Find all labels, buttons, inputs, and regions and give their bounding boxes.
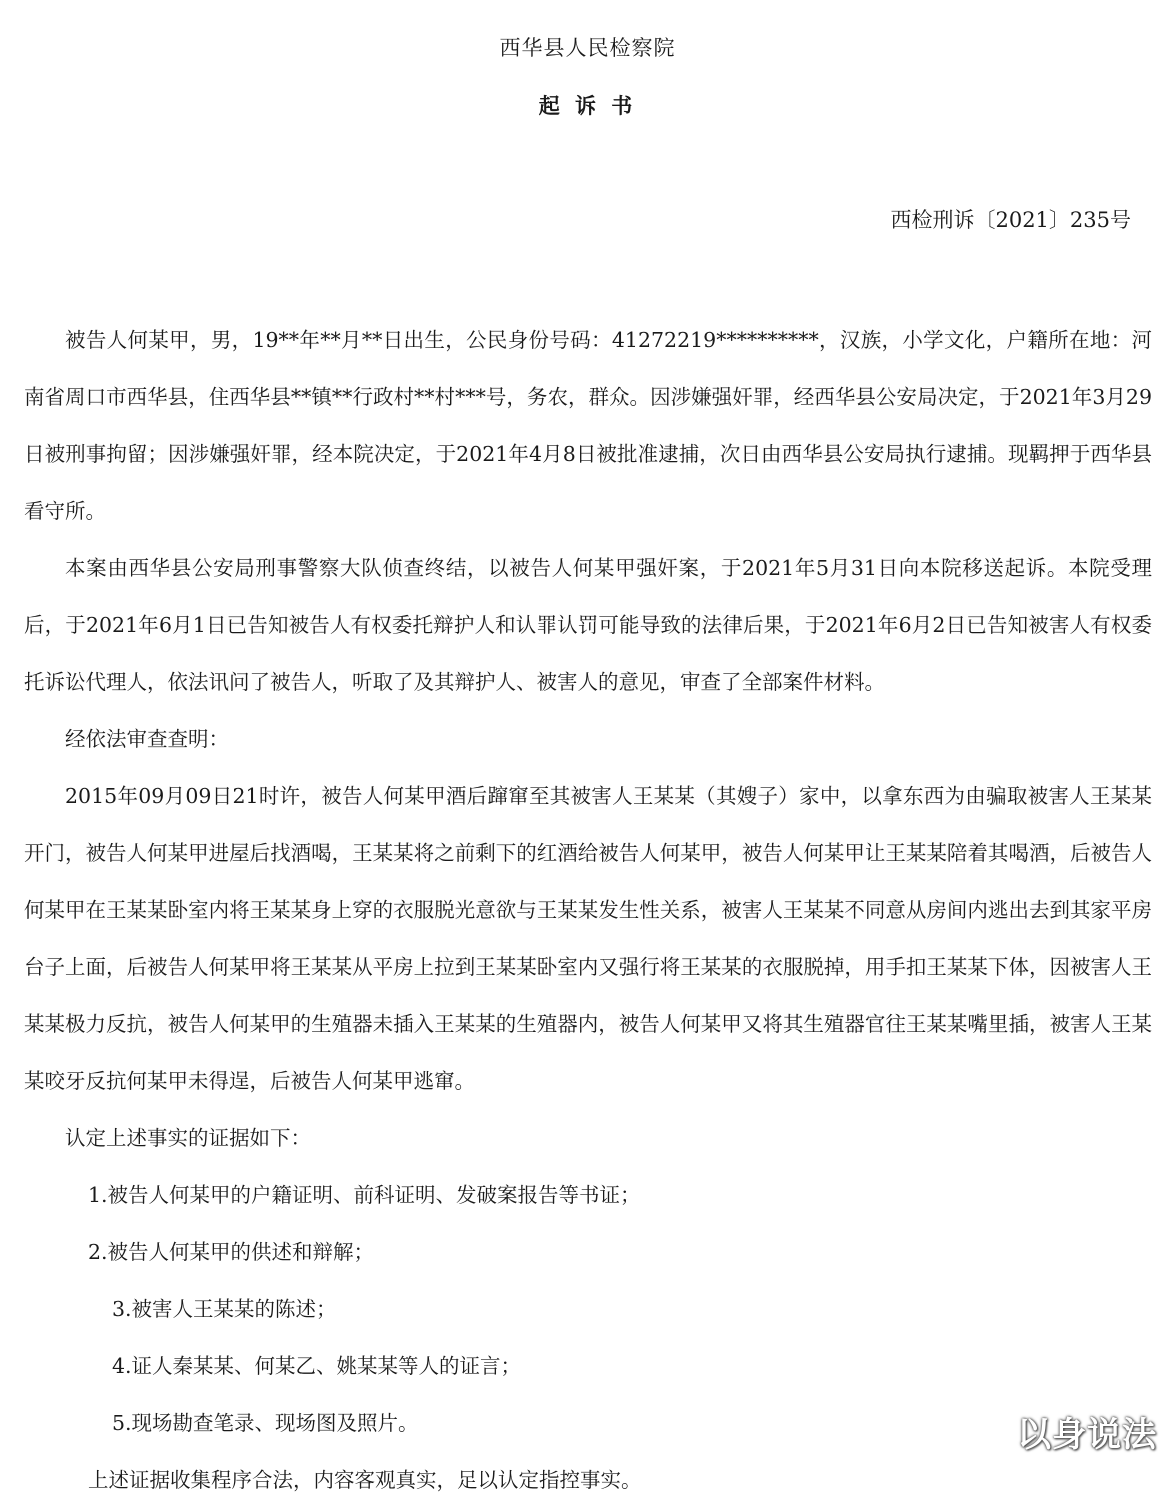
evidence-conclusion: 上述证据收集程序合法，内容客观真实，足以认定指控事实。 xyxy=(88,1468,642,1492)
document-body xyxy=(24,312,1152,1509)
defendant-info-paragraph: 被告人何某甲，男，19**年**月**日出生，公民身份号码：41272219**********，汉族，小学文化，户籍所在地：河南省周口市西华县，住西华县**镇**行政村**村***号，务农，群众。因涉嫌强奸罪，经西华县公安局决定，于2021年3月29日被刑事拘留；因涉嫌强奸罪，经本院决定，于2021年4月8日被批准逮捕，次日由西华县公安局执行逮捕。现羁押于西华县看守所。 xyxy=(24,328,1152,523)
evidence-item: 3.被害人王某某的陈述； xyxy=(112,1297,337,1321)
findings-heading: 经依法审查查明： xyxy=(65,727,229,751)
evidence-item: 4.证人秦某某、何某乙、姚某某等人的证言； xyxy=(112,1354,522,1378)
document-title: 起 诉 书 xyxy=(538,93,637,118)
organization-name: 西华县人民检察院 xyxy=(499,36,676,60)
case-procedure-paragraph: 本案由西华县公安局刑事警察大队侦查终结，以被告人何某甲强奸案，于2021年5月31日向本院移送起诉。本院受理后，于2021年6月1日已告知被告人有权委托辩护人和认罪认罚可能导致的法律后果，于2021年6月2日已告知被害人有权委托诉讼代理人，依法讯问了被告人，听取了及其辩护人、被害人的意见，审查了全部案件材料。 xyxy=(24,556,1152,694)
evidence-item: 1.被告人何某甲的户籍证明、前科证明、发破案报告等书证； xyxy=(88,1183,641,1207)
watermark-logo: 以身说法 xyxy=(1017,1415,1157,1455)
facts-paragraph: 2015年09月09日21时许，被告人何某甲酒后蹿窜至其被害人王某某（其嫂子）家中，以拿东西为由骗取被害人王某某开门，被告人何某甲进屋后找酒喝，王某某将之前剩下的红酒给被告人何某甲，被告人何某甲让王某某陪着其喝酒，后被告人何某甲在王某某卧室内将王某某身上穿的衣服脱光意欲与王某某发生性关系，被害人王某某不同意从房间内逃出去到其家平房台子上面，后被告人何某甲将王某某从平房上拉到王某某卧室内又强行将王某某的衣服脱掉，用手扣王某某下体，因被害人王某某极力反抗，被告人何某甲的生殖器未插入王某某的生殖器内，被告人何某甲又将其生殖器官往王某某嘴里插，被害人王某某咬牙反抗何某甲未得逞，后被告人何某甲逃窜。 xyxy=(24,784,1152,1093)
document-number: 西检刑诉〔2021〕235号 xyxy=(890,208,1131,232)
evidence-heading: 认定上述事实的证据如下： xyxy=(65,1126,311,1150)
evidence-item: 5.现场勘查笔录、现场图及照片。 xyxy=(112,1411,419,1435)
evidence-item: 2.被告人何某甲的供述和辩解； xyxy=(88,1240,375,1264)
